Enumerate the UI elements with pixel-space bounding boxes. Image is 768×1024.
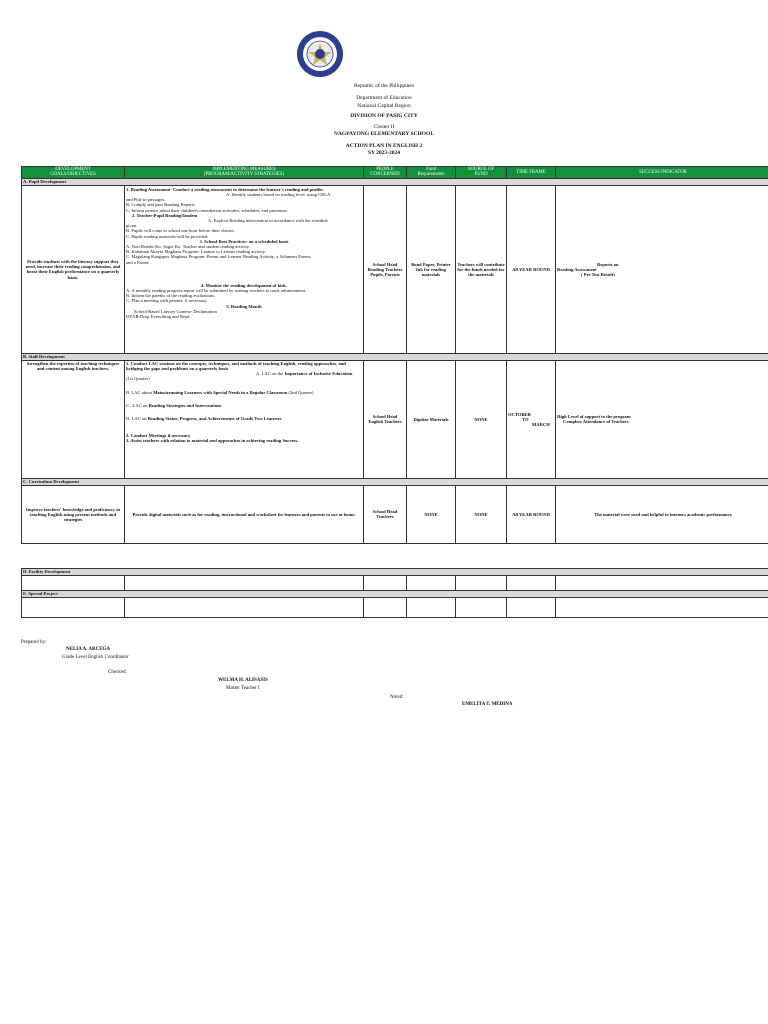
section-row [22,568,768,575]
section-a-indicator: Reports on Reading Assessment ( Pre Test Result) [556,185,768,353]
section-b-source: NONE [456,360,507,478]
section-row [22,178,768,185]
section-b-people: School Head English Teachers [364,360,407,478]
section-a-goal: Provide students with the literacy support they need, increase their reading comprehension, and boost their English performance on a quarterly basis. [22,185,125,353]
table-row [22,575,768,590]
header-source: SOURCE OF FUND [456,167,507,179]
header-fund: Fund Requirements [407,167,456,179]
section-c-goal: Improve teachers' knowledge and proficiency in teaching English using present methods and strategies [22,485,125,543]
section-a-source: Teachers will contribute for the funds needed for the materials [456,185,507,353]
header-people: PEOPLE CONCERNED [364,167,407,179]
header-time: TIME FRAME [507,167,556,179]
checked-role: Master Teacher I [226,686,260,691]
section-c-people: School Head Teachers [364,485,407,543]
section-b-measures: 1. Conduct LAC sessions on the concepts, techniques, and methods of teaching English, reading approaches, and bridging the gaps and problems on a quarterly basis A. LAC on the Importance of Inclusive Education (1st Quarter) B. LAC about Mainstreaming Learners with Special Needs in a Regular Classroom (2nd Quarter) C.. LAC on Reading Strategies and Interventions D. LAC on Reading Status, Progress, and Achievements of Grade Two Learners 2. Conduct Meetings if necessary 3. Assist teachers with relation to material and approaches in achieving reading Success. [125,360,364,478]
table-row [22,485,768,543]
action-plan-table [21,166,768,618]
section-row [22,353,768,360]
school-year: SY 2023-2024 [367,150,401,156]
region-line: National Capital Region [357,103,411,109]
prepared-role: Grade Level English Coordinator [62,655,129,660]
section-c-fund: NONE [407,485,456,543]
section-a-title: A. Pupil Development [22,178,768,185]
header-measures: IMPLEMENTING MEASURES (PROGRAM/ACTIVITY STRATEGIES) [125,167,364,179]
cluster-line: Cluster II [373,124,395,130]
checked-label: Checked: [108,670,127,675]
header-indicator: SUCCESS INDICATOR [556,167,768,179]
section-b-title: B. Staff Development [22,353,768,360]
republic-line: Republic of the Philippines [353,83,415,89]
section-c-source: NONE [456,485,507,543]
checked-name: WELMA H. ALISASIS [218,678,268,683]
table-row [22,360,768,478]
section-b-indicator: High Level of support to the program Complete Attendance of Teachers [556,360,768,478]
division-line: DIVISION OF PASIG CITY [350,113,418,119]
table-row [22,185,768,353]
section-b-goal: Strengthen the expertise of teaching techniques and content among English teachers. [22,360,125,478]
spacer-row [22,543,768,568]
noted-label: Noted: [390,695,404,700]
noted-name: EMELITA T. MEDINA [462,702,513,707]
section-d-title: D. Facility Development [22,568,768,575]
prepared-name: NELIA A. ARCEGA [66,647,111,652]
section-a-measures: 1. Reading Assessment- Conduct a reading assessment to determine the learner's reading and profile. A. Identify students based on reading level, using CRLA and Phil-iri passages. B. Comply and pass Reading Reports C. Inform parents about their children's remediation activities, schedules, and processes. 2. Teacher-Pupil ReadingTandem A. Explicit Reading intervention in accordance with the schedule given. B. Pupils will come to school one hour before their classes. C. Pupils reading materials will be provided. 3. School-Best Practices- on a scheduled basis A. Non-Reader Ko, Sagot Ko. Teacher and student reading activity. B. Kabainan Akayin Magbasa Program- Learner to Learner reading activity. C. Magulang Kaagapay Magbasa Program- Parent and Learner Reading Activity, a Volunteer Parent, and a Parent 4. Monitor the reading development of kids. A. A monthly reading progress report will be submitted by reading teachers to track advancement. B. Inform the parents of the reading evaluations. C. Plan a meeting with parents, if necessary. 5. Reading Month School-Based Literary Contest- Declamation DEAR-Drop Everything and Read [125,185,364,353]
section-b-fund: Digitize Materials [407,360,456,478]
deped-seal-logo [296,30,344,78]
section-row [22,590,768,597]
table-header-row [22,167,768,179]
header-goals: DEVELOPMENT GOALS/OBJECTIVES [22,167,125,179]
table-row [22,597,768,617]
section-a-fund: Bond Paper, Printer Ink for reading materials [407,185,456,353]
section-a-time: All YEAR ROUND [507,185,556,353]
school-name: NAGPAYONG ELEMENTARY SCHOOL [333,131,435,137]
department-line: Department of Education [356,95,412,101]
section-c-title: C. Curriculum Development [22,478,768,485]
section-c-indicator: The material were used and helpful to learners academic performance [556,485,768,543]
section-a-people: School Head Reading Teachers Pupils, Parents [364,185,407,353]
section-e-title: E. Special Project [22,590,768,597]
section-row [22,478,768,485]
plan-title: ACTION PLAN IN ENGLISH 2 [345,143,423,149]
section-c-time: All YEAR ROUND [507,485,556,543]
section-b-time: OCTOBER TO MARCH [507,360,556,478]
section-c-measure: Provide digital materials such as for reading, instructional and worksheet for learners and parents to use at home. [125,485,364,543]
prepared-label: Prepared by: [21,640,47,645]
